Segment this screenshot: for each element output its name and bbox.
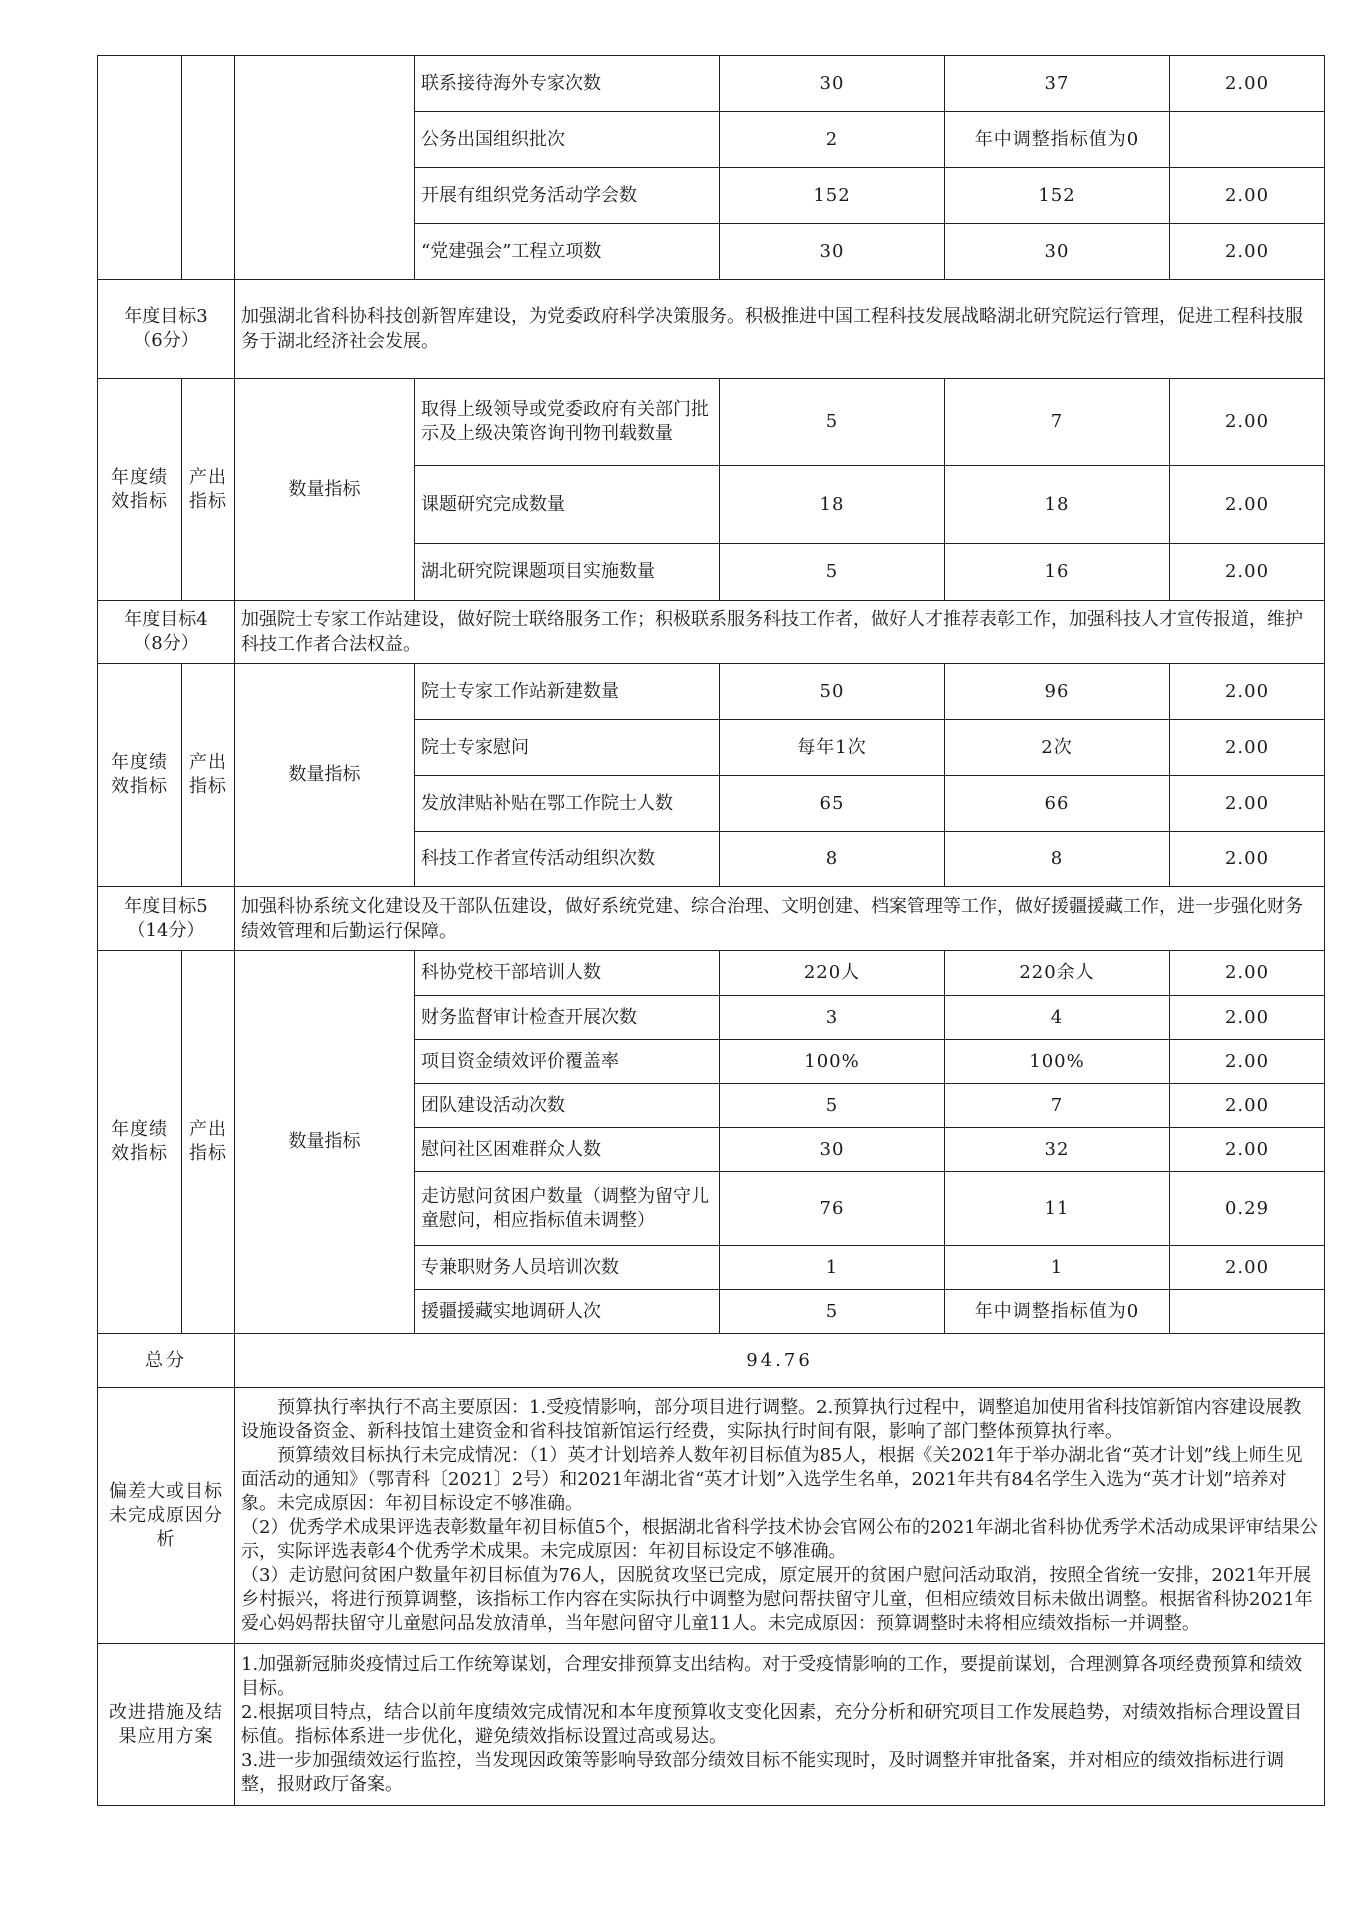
- quantity-label: 数量指标: [235, 379, 415, 601]
- indicator-name: 财务监督审计检查开展次数: [415, 996, 720, 1040]
- indicator-name: 院士专家工作站新建数量: [415, 664, 720, 720]
- performance-table: [97, 55, 1325, 1806]
- deviation-paragraph: （2）优秀学术成果评选表彰数量年初目标值5个，根据湖北省科学技术协会官网公布的2021年湖北省科协优秀学术活动成果评审结果公示，实际评选表彰4个优秀学术成果。未完成原因：年初目标设定不够准确。: [241, 1516, 1318, 1562]
- table-row: [98, 56, 1325, 112]
- score-value: 2.00: [1170, 56, 1325, 112]
- target-value: 18: [720, 466, 945, 544]
- actual-value: 66: [945, 776, 1170, 832]
- actual-value: 2次: [945, 720, 1170, 776]
- score-value: 2.00: [1170, 951, 1325, 996]
- output-label: 产出指标: [182, 951, 235, 1334]
- goal-row: [98, 280, 1325, 379]
- goal-label: 年度目标4: [124, 609, 208, 630]
- empty-cell: [98, 56, 182, 280]
- indicator-name: 课题研究完成数量: [415, 466, 720, 544]
- target-value: 3: [720, 996, 945, 1040]
- actual-value: 7: [945, 379, 1170, 466]
- score-value: 2.00: [1170, 664, 1325, 720]
- indicator-name: 团队建设活动次数: [415, 1084, 720, 1128]
- output-label: 产出指标: [182, 664, 235, 887]
- target-value: 30: [720, 1128, 945, 1172]
- target-value: 65: [720, 776, 945, 832]
- total-label: 总分: [98, 1334, 235, 1388]
- actual-value: 8: [945, 832, 1170, 887]
- target-value: 每年1次: [720, 720, 945, 776]
- target-value: 5: [720, 1084, 945, 1128]
- actual-value: 4: [945, 996, 1170, 1040]
- actual-value: 7: [945, 1084, 1170, 1128]
- actual-value: 96: [945, 664, 1170, 720]
- actual-value: 16: [945, 544, 1170, 601]
- quantity-label: 数量指标: [235, 951, 415, 1334]
- deviation-row: [98, 1388, 1325, 1644]
- table-row: [98, 379, 1325, 466]
- indicator-name: 取得上级领导或党委政府有关部门批示及上级决策咨询刊物刊载数量: [415, 379, 720, 466]
- indicator-name: 专兼职财务人员培训次数: [415, 1246, 720, 1290]
- indicator-name: 院士专家慰问: [415, 720, 720, 776]
- goal-label: 年度目标5: [124, 895, 208, 917]
- goal-points: （8分）: [133, 633, 199, 654]
- indicator-name: “党建强会”工程立项数: [415, 224, 720, 280]
- score-value: 2.00: [1170, 832, 1325, 887]
- indicator-name: 项目资金绩效评价覆盖率: [415, 1040, 720, 1084]
- deviation-paragraph: （3）走访慰问贫困户数量年初目标值为76人，因脱贫攻坚已完成，原定展开的贫困户慰问活动取消，按照全省统一安排，2021年开展乡村振兴，将进行预算调整，该指标工作内容在实际执行中调整为慰问帮扶留守儿童，但相应绩效目标未做出调整。根据省科协2021年爱心妈妈帮扶留守儿童慰问品发放清单，当年慰问留守儿童11人。未完成原因：预算调整时未将相应绩效指标一并调整。: [241, 1564, 1313, 1634]
- goal-points: （14分）: [127, 919, 205, 941]
- deviation-label: 偏差大或目标未完成原因分析: [98, 1388, 235, 1644]
- total-row: [98, 1334, 1325, 1388]
- target-value: 30: [720, 224, 945, 280]
- actual-value: 152: [945, 168, 1170, 224]
- improve-row: [98, 1644, 1325, 1806]
- score-value: 2.00: [1170, 996, 1325, 1040]
- target-value: 2: [720, 112, 945, 168]
- score-value: 2.00: [1170, 1246, 1325, 1290]
- score-value: 0.29: [1170, 1172, 1325, 1246]
- actual-value: 30: [945, 224, 1170, 280]
- indicator-name: 湖北研究院课题项目实施数量: [415, 544, 720, 601]
- output-label: 产出指标: [182, 379, 235, 601]
- deviation-paragraph: 预算绩效目标执行未完成情况：（1）英才计划培养人数年初目标值为85人，根据《关2021年于举办湖北省“英才计划”线上师生见面活动的通知》（鄂青科〔2021〕2号）和2021年湖北省“英才计划”入选学生名单，2021年共有84名学生入选为“英才计划”培养对象。未完成原因：年初目标设定不够准确。: [241, 1444, 1303, 1514]
- goal-label-cell: [98, 887, 235, 951]
- indicator-name: 科技工作者宣传活动组织次数: [415, 832, 720, 887]
- score-value: 2.00: [1170, 379, 1325, 466]
- table-row: [98, 951, 1325, 996]
- indicator-name: 联系接待海外专家次数: [415, 56, 720, 112]
- goal-description: 加强院士专家工作站建设，做好院士联络服务工作；积极联系服务科技工作者，做好人才推荐表彰工作，加强科技人才宣传报道，维护科技工作者合法权益。: [235, 601, 1325, 664]
- improve-label: 改进措施及结果应用方案: [98, 1644, 235, 1806]
- improve-text: [235, 1644, 1325, 1806]
- actual-value: 年中调整指标值为0: [945, 112, 1170, 168]
- target-value: 5: [720, 544, 945, 601]
- score-value: 2.00: [1170, 466, 1325, 544]
- target-value: 152: [720, 168, 945, 224]
- indicator-name: 公务出国组织批次: [415, 112, 720, 168]
- actual-value: 100%: [945, 1040, 1170, 1084]
- empty-cell: [182, 56, 235, 280]
- table-row: [98, 664, 1325, 720]
- improve-paragraph: 3.进一步加强绩效运行监控，当发现因政策等影响导致部分绩效目标不能实现时，及时调整并审批备案，并对相应的绩效指标进行调整，报财政厅备案。: [241, 1749, 1285, 1795]
- indicator-name: 科协党校干部培训人数: [415, 951, 720, 996]
- actual-value: 32: [945, 1128, 1170, 1172]
- score-value: 2.00: [1170, 168, 1325, 224]
- score-value: 2.00: [1170, 1040, 1325, 1084]
- total-score: 94.76: [235, 1334, 1325, 1388]
- target-value: 76: [720, 1172, 945, 1246]
- annual-perf-label: 年度绩效指标: [98, 379, 182, 601]
- score-value: 2.00: [1170, 224, 1325, 280]
- goal-label-cell: [98, 280, 235, 379]
- target-value: 100%: [720, 1040, 945, 1084]
- score-value: 2.00: [1170, 1128, 1325, 1172]
- score-value: [1170, 112, 1325, 168]
- goal-description: 加强科协系统文化建设及干部队伍建设，做好系统党建、综合治理、文明创建、档案管理等工作，做好援疆援藏工作，进一步强化财务绩效管理和后勤运行保障。: [235, 887, 1325, 951]
- indicator-name: 慰问社区困难群众人数: [415, 1128, 720, 1172]
- deviation-text: [235, 1388, 1325, 1644]
- goal-row: [98, 887, 1325, 951]
- improve-paragraph: 1.加强新冠肺炎疫情过后工作统筹谋划，合理安排预算支出结构。对于受疫情影响的工作，要提前谋划，合理测算各项经费预算和绩效目标。: [241, 1653, 1303, 1699]
- actual-value: 18: [945, 466, 1170, 544]
- score-value: 2.00: [1170, 544, 1325, 601]
- target-value: 220人: [720, 951, 945, 996]
- actual-value: 年中调整指标值为0: [945, 1290, 1170, 1334]
- actual-value: 220余人: [945, 951, 1170, 996]
- annual-perf-label: 年度绩效指标: [98, 664, 182, 887]
- quantity-label: 数量指标: [235, 664, 415, 887]
- deviation-paragraph: 预算执行率执行不高主要原因：1.受疫情影响，部分项目进行调整。2.预算执行过程中，调整追加使用省科技馆新馆内容建设展教设施设备资金、新科技馆土建资金和省科技馆新馆运行经费，实际执行时间有限，影响了部门整体预算执行率。: [241, 1396, 1302, 1442]
- indicator-name: 开展有组织党务活动学会数: [415, 168, 720, 224]
- score-value: 2.00: [1170, 720, 1325, 776]
- indicator-name: 发放津贴补贴在鄂工作院士人数: [415, 776, 720, 832]
- target-value: 5: [720, 379, 945, 466]
- goal-description: 加强湖北省科协科技创新智库建设，为党委政府科学决策服务。积极推进中国工程科技发展战略湖北研究院运行管理，促进工程科技服务于湖北经济社会发展。: [235, 280, 1325, 379]
- score-value: [1170, 1290, 1325, 1334]
- empty-cell: [235, 56, 415, 280]
- goal-points: （6分）: [133, 330, 199, 351]
- target-value: 1: [720, 1246, 945, 1290]
- target-value: 30: [720, 56, 945, 112]
- indicator-name: 走访慰问贫困户数量（调整为留守儿童慰问，相应指标值未调整）: [415, 1172, 720, 1246]
- actual-value: 11: [945, 1172, 1170, 1246]
- indicator-name: 援疆援藏实地调研人次: [415, 1290, 720, 1334]
- annual-perf-label: 年度绩效指标: [98, 951, 182, 1334]
- score-value: 2.00: [1170, 1084, 1325, 1128]
- goal-label: 年度目标3: [124, 306, 208, 327]
- goal-label-cell: [98, 601, 235, 664]
- target-value: 50: [720, 664, 945, 720]
- score-value: 2.00: [1170, 776, 1325, 832]
- goal-row: [98, 601, 1325, 664]
- actual-value: 37: [945, 56, 1170, 112]
- target-value: 8: [720, 832, 945, 887]
- improve-paragraph: 2.根据项目特点，结合以前年度绩效完成情况和本年度预算收支变化因素，充分分析和研究项目工作发展趋势，对绩效指标合理设置目标值。指标体系进一步优化，避免绩效指标设置过高或易达。: [241, 1701, 1303, 1747]
- actual-value: 1: [945, 1246, 1170, 1290]
- target-value: 5: [720, 1290, 945, 1334]
